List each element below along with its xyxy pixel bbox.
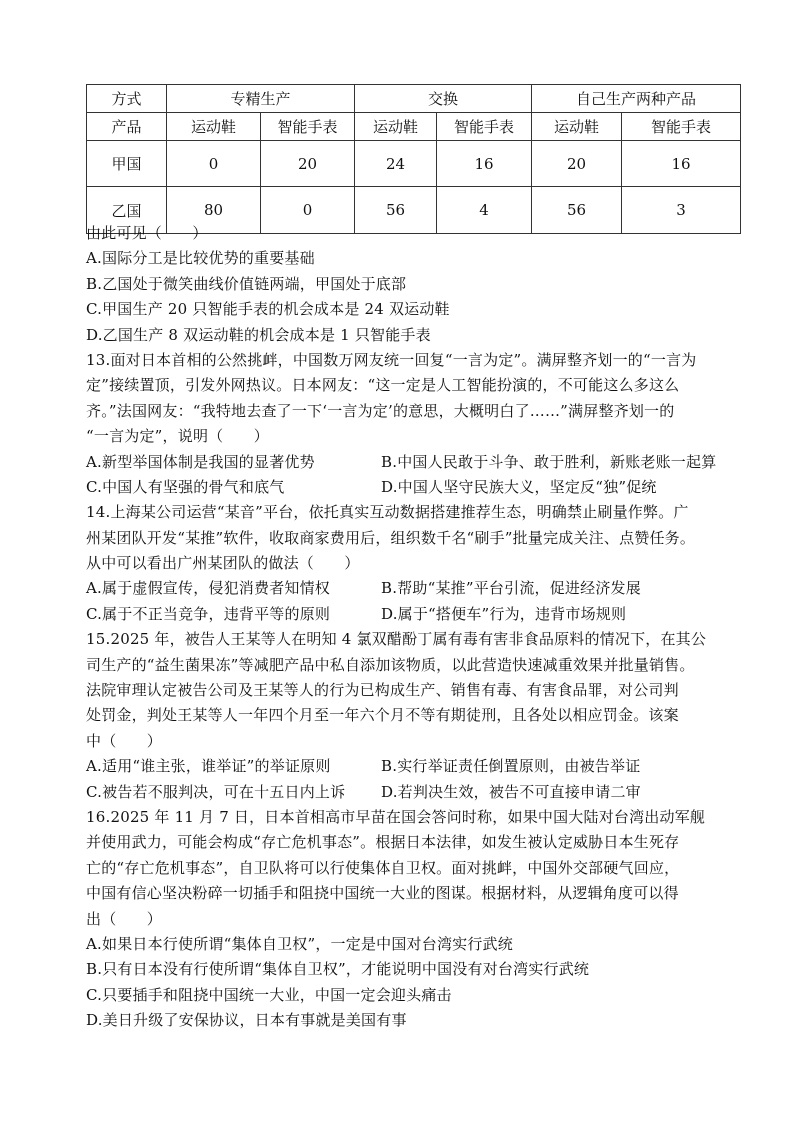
question-text: 14.上海某公司运营“某音”平台，依托真实互动数据搭建推荐生态，明确禁止刷量作弊。广 [86, 503, 689, 522]
question-text: 司生产的“益生菌果冻”等减肥产品中私自添加该物质，以此营造快速减重效果并批量销售。 [86, 655, 695, 674]
table-header-cell: 智能手表 [261, 113, 355, 141]
option-d: D.属于“搭便车”行为，违背市场规则 [381, 604, 627, 623]
question-text: 州某团队开发“某推”软件，收取商家费用后，组织数千名“刷手”批量完成关注、点赞任务。 [86, 528, 696, 547]
option-row [86, 754, 746, 779]
table-cell: 80 [167, 187, 261, 234]
production-comparison-table [86, 84, 741, 234]
question-text: 从中可以看出广州某团队的做法（ ） [86, 554, 360, 573]
table-header-cell: 产品 [87, 113, 167, 141]
question-text: 处罚金，判处王某等人一年四个月至一年六个月不等有期徒刑，且各处以相应罚金。该案 [86, 706, 679, 725]
option-c: C.中国人有坚强的骨气和底气 [86, 477, 285, 496]
option-b: B.实行举证责任倒置原则，由被告举证 [381, 757, 641, 776]
option-b: B.帮助“某推”平台引流，促进经济发展 [381, 579, 641, 598]
table-cell: 3 [622, 187, 741, 234]
table-header-cell: 专精生产 [167, 85, 355, 113]
option-d: D.若判决生效，被告不可直接申请二审 [381, 782, 641, 801]
table-header-cell: 智能手表 [622, 113, 741, 141]
option-a: A.如果日本行使所谓“集体自卫权”，一定是中国对台湾实行武统 [86, 934, 513, 953]
option-a: A.属于虚假宣传，侵犯消费者知情权 [86, 579, 331, 598]
question-text: 13.面对日本首相的公然挑衅，中国数万网友统一回复“一言为定”。满屏整齐划一的“一言为 [86, 350, 697, 369]
table-header-row [87, 85, 741, 113]
question-text: 16.2025 年 11 月 7 日，日本首相高市早苗在国会答问时称，如果中国大陆对台湾出动军舰 [86, 807, 706, 826]
question-text: 亡的“存亡危机事态”，自卫队将可以行使集体自卫权。面对挑衅，中国外交部硬气回应， [86, 858, 680, 877]
option-c: C.被告若不服判决，可在十五日内上诉 [86, 782, 346, 801]
table-header-cell: 运动鞋 [167, 113, 261, 141]
table-header-cell: 交换 [355, 85, 532, 113]
option-row [86, 780, 746, 805]
table-row [87, 141, 741, 187]
table-cell: 56 [355, 187, 437, 234]
option-b: B.中国人民敢于斗争、敢于胜利，新账老账一起算 [381, 452, 717, 471]
option-d: D.中国人坚守民族大义，坚定反“独”促统 [381, 477, 657, 496]
option-row [86, 475, 746, 500]
option-a: A.新型举国体制是我国的显著优势 [86, 452, 315, 471]
option-c: C.甲国生产 20 只智能手表的机会成本是 24 双运动鞋 [86, 300, 450, 319]
table-cell: 16 [437, 141, 532, 187]
question-text: 出（ ） [86, 909, 163, 928]
question-text: “一言为定”，说明（ ） [86, 427, 269, 446]
option-row [86, 450, 746, 475]
question-text: 定”接续置顶，引发外网热议。日本网友：“这一定是人工智能扮演的，不可能这么多这么 [86, 376, 680, 395]
table-cell: 16 [622, 141, 741, 187]
table-cell: 20 [261, 141, 355, 187]
option-a: A.适用“谁主张，谁举证”的举证原则 [86, 757, 331, 776]
table-cell: 56 [532, 187, 622, 234]
option-d: D.乙国生产 8 双运动鞋的机会成本是 1 只智能手表 [86, 325, 431, 344]
question-stem: 由此可见（ ） [86, 224, 208, 242]
table-header-cell: 运动鞋 [532, 113, 622, 141]
question-text: 中（ ） [86, 731, 163, 750]
option-row [86, 576, 746, 601]
question-text: 齐。”法国网友：“我特地去查了一下‘一言为定’的意思，大概明白了……”满屏整齐划一的 [86, 401, 675, 420]
question-text: 并使用武力，可能会构成“存亡危机事态”。根据日本法律，如发生被认定威胁日本生死存 [86, 833, 680, 852]
table-cell: 4 [437, 187, 532, 234]
option-d: D.美日升级了安保协议，日本有事就是美国有事 [86, 1011, 407, 1030]
option-row [86, 602, 746, 627]
table-header-cell: 智能手表 [437, 113, 532, 141]
table-header-cell: 运动鞋 [355, 113, 437, 141]
table-cell: 0 [167, 141, 261, 187]
table-header-cell: 自己生产两种产品 [532, 85, 741, 113]
question-list [86, 221, 746, 1034]
table-cell: 20 [532, 141, 622, 187]
option-b: B.乙国处于微笑曲线价值链两端，甲国处于底部 [86, 274, 407, 293]
question-text: 中国有信心坚决粉碎一切插手和阻挠中国统一大业的图谋。根据材料，从逻辑角度可以得 [86, 884, 679, 903]
table-header-cell: 方式 [87, 85, 167, 113]
option-b: B.只有日本没有行使所谓“集体自卫权”，才能说明中国没有对台湾实行武统 [86, 960, 590, 979]
option-c: C.只要插手和阻挠中国统一大业，中国一定会迎头痛击 [86, 985, 452, 1004]
table-cell: 24 [355, 141, 437, 187]
table-subheader-row [87, 113, 741, 141]
question-text: 法院审理认定被告公司及王某等人的行为已构成生产、销售有毒、有害食品罪，对公司判 [86, 681, 679, 700]
table-cell: 乙国 [87, 187, 167, 234]
option-a: A.国际分工是比较优势的重要基础 [86, 249, 315, 268]
question-text: 15.2025 年，被告人王某等人在明知 4 氯双醋酚丁属有毒有害非食品原料的情况下，在其公 [86, 630, 707, 649]
option-c: C.属于不正当竞争，违背平等的原则 [86, 604, 331, 623]
table-cell: 0 [261, 187, 355, 234]
table-cell: 甲国 [87, 141, 167, 187]
